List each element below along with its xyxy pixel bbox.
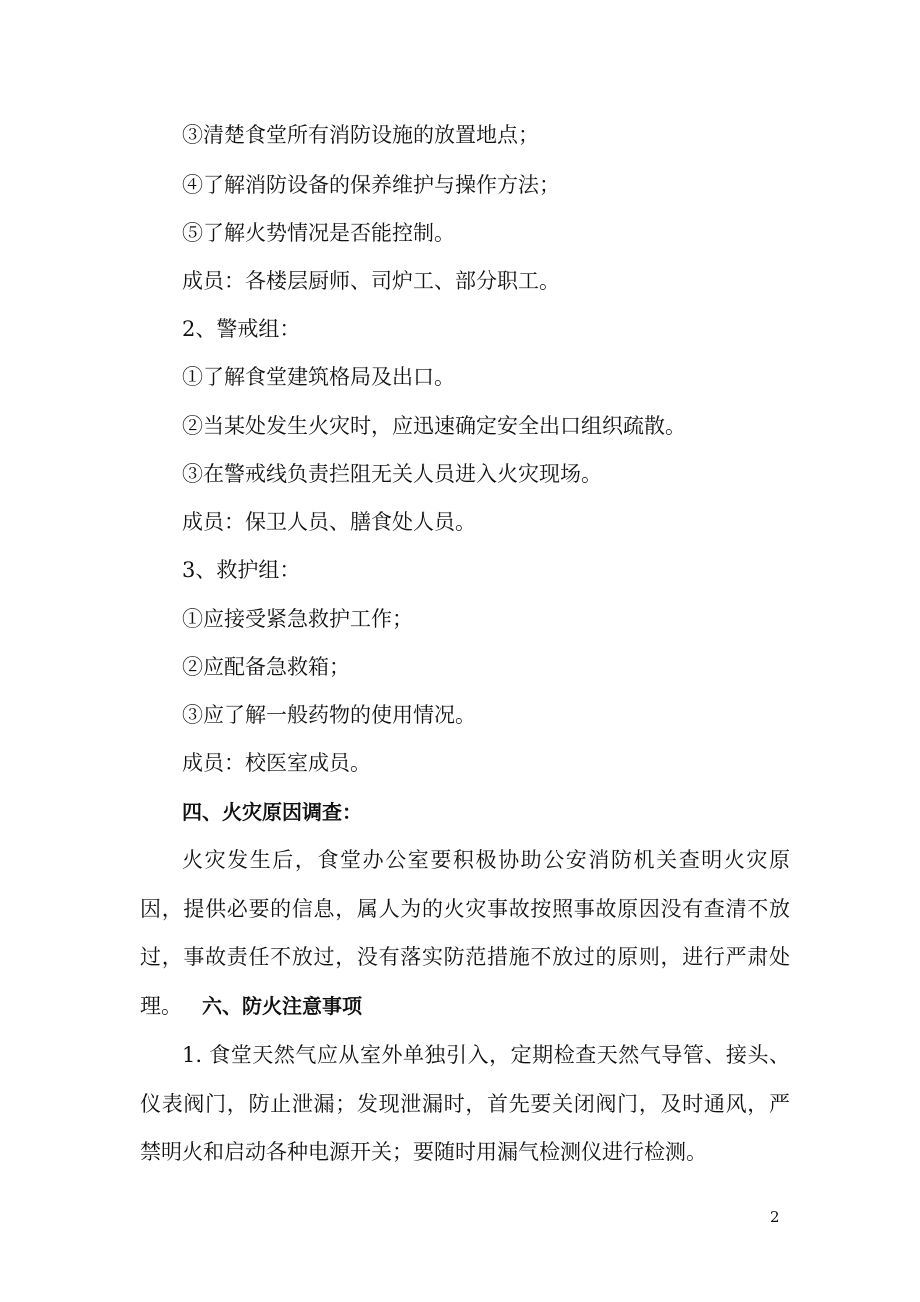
text-line: ②应配备急救箱； bbox=[182, 655, 350, 679]
text-line: ③应了解一般药物的使用情况。 bbox=[182, 703, 476, 727]
text-line: ③在警戒线负责拦阻无关人员进入火灾现场。 bbox=[182, 462, 602, 486]
page-number: 2 bbox=[770, 1208, 780, 1226]
text-line: 成员：校医室成员。 bbox=[182, 751, 371, 775]
text-line: ①了解食堂建筑格局及出口。 bbox=[182, 365, 455, 389]
subsection-title: 3、救护组： bbox=[182, 558, 301, 582]
text-line: ①应接受紧急救护工作； bbox=[182, 607, 413, 631]
fire-precaution-item-1: 1. 食堂天然气应从室外单独引入，定期检查天然气导管、接头、仪表阀门，防止泄漏；发现泄漏时，首先要关闭阀门，及时通风，严禁明火和启动各种电源开关；要随时用漏气检测仪进行检测。 bbox=[140, 1043, 790, 1164]
text-line: ④了解消防设备的保养维护与操作方法； bbox=[182, 173, 560, 197]
subsection-title: 2、警戒组： bbox=[182, 317, 301, 341]
section-four-paragraph: 火灾发生后，食堂办公室要积极协助公安消防机关查明火灾原因，提供必要的信息，属人为的火灾事故按照事故原因没有查清不放过，事故责任不放过，没有落实防范措施不放过的原则，进行严肃处理。 bbox=[140, 848, 790, 1018]
text-line: 成员：各楼层厨师、司炉工、部分职工。 bbox=[182, 269, 560, 293]
section-heading-six: 六、防火注意事项 bbox=[202, 994, 362, 1018]
text-line: ②当某处发生火灾时，应迅速确定安全出口组织疏散。 bbox=[182, 414, 686, 438]
section-heading-four: 四、火灾原因调查： bbox=[182, 800, 362, 824]
text-line: ③清楚食堂所有消防设施的放置地点； bbox=[182, 123, 539, 147]
text-line: ⑤了解火势情况是否能控制。 bbox=[182, 221, 455, 245]
text-line: 成员：保卫人员、膳食处人员。 bbox=[182, 510, 476, 534]
